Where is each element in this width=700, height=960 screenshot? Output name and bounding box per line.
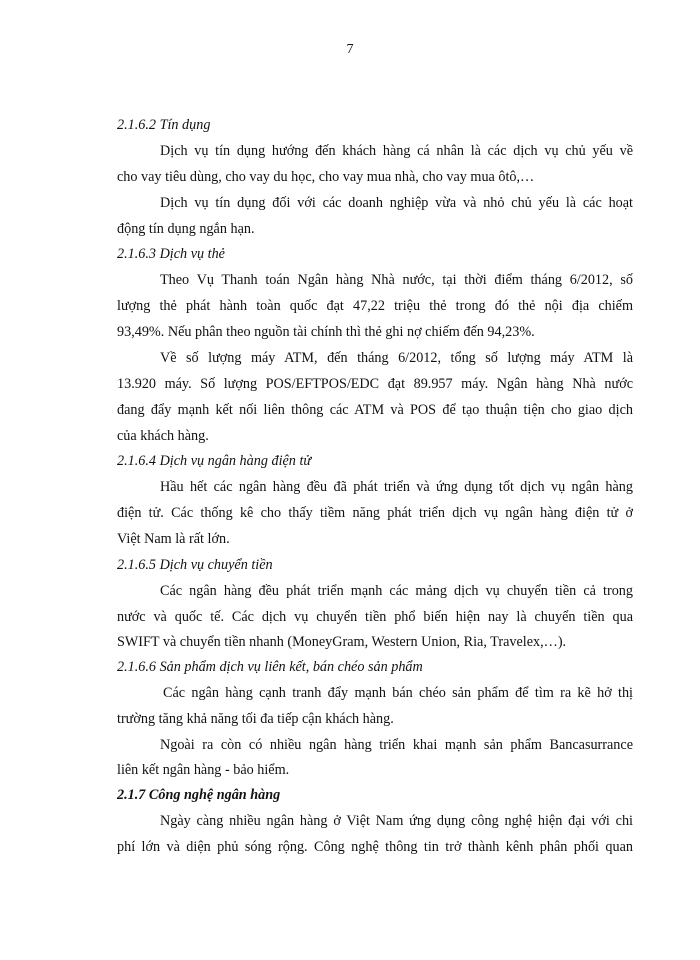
section-heading-card-service: 2.1.6.3 Dịch vụ thẻ [117,246,225,262]
paragraph-line: Ngoài ra còn có nhiều ngân hàng triển khai mạnh sản phẩm Bancasurrance [160,737,633,753]
paragraph-line: động tín dụng ngắn hạn. [117,221,255,237]
page-number: 7 [346,42,354,57]
paragraph-line: Dịch vụ tín dụng đối với các doanh nghiệp vừa và nhỏ chủ yếu là các hoạt [160,195,633,211]
paragraph-line: Việt Nam là rất lớn. [117,531,230,547]
paragraph-line: trường tăng khả năng tối đa tiếp cận khách hàng. [117,711,394,727]
paragraph-line: 93,49%. Nếu phân theo nguồn tài chính thì thẻ ghi nợ chiếm đến 94,23%. [117,324,535,340]
paragraph-line: phí lớn và diện phủ sóng rộng. Công nghệ thông tin trở thành kênh phân phối quan [117,839,633,855]
paragraph-line: điện tử. Các thống kê cho thấy tiềm năng phát triển dịch vụ ngân hàng điện tử ở [117,505,633,521]
paragraph-line: liên kết ngân hàng - bảo hiểm. [117,762,290,778]
section-heading-cross-selling: 2.1.6.6 Sản phẩm dịch vụ liên kết, bán chéo sản phẩm [117,659,423,675]
section-heading-credit: 2.1.6.2 Tín dụng [117,117,211,133]
paragraph-line: đang đẩy mạnh kết nối liên thông các ATM và POS để tạo thuận tiện cho giao dịch [117,402,633,418]
paragraph-line: nước và quốc tế. Các dịch vụ chuyển tiền phổ biến hiện nay là chuyển tiền qua [117,609,633,625]
section-heading-banking-technology: 2.1.7 Công nghệ ngân hàng [117,787,281,803]
paragraph-line: lượng thẻ phát hành toàn quốc đạt 47,22 triệu thẻ trong đó thẻ nội địa chiếm [117,298,633,314]
section-heading-money-transfer: 2.1.6.5 Dịch vụ chuyển tiền [117,557,273,573]
paragraph-line: Các ngân hàng đều phát triển mạnh các mảng dịch vụ chuyển tiền cả trong [160,583,633,599]
paragraph-line: 13.920 máy. Số lượng POS/EFTPOS/EDC đạt 89.957 máy. Ngân hàng Nhà nước [117,376,633,392]
paragraph-line: Ngày càng nhiều ngân hàng ở Việt Nam ứng dụng công nghệ hiện đại với chi [160,813,633,829]
paragraph-line: Hầu hết các ngân hàng đều đã phát triển và ứng dụng tốt dịch vụ ngân hàng [160,479,633,495]
paragraph-line: Các ngân hàng cạnh tranh đẩy mạnh bán chéo sản phẩm để tìm ra kẽ hở thị [163,685,633,701]
paragraph-line: cho vay tiêu dùng, cho vay du học, cho vay mua nhà, cho vay mua ôtô,… [117,169,535,185]
section-heading-e-banking: 2.1.6.4 Dịch vụ ngân hàng điện tử [117,453,312,469]
paragraph-line: SWIFT và chuyển tiền nhanh (MoneyGram, Western Union, Ria, Travelex,…). [117,634,567,650]
paragraph-line: Theo Vụ Thanh toán Ngân hàng Nhà nước, tại thời điểm tháng 6/2012, số [160,272,633,288]
paragraph-line: Về số lượng máy ATM, đến tháng 6/2012, tổng số lượng máy ATM là [160,350,633,366]
paragraph-line: Dịch vụ tín dụng hướng đến khách hàng cá nhân là các dịch vụ chủ yếu về [160,143,633,159]
paragraph-line: của khách hàng. [117,428,209,444]
